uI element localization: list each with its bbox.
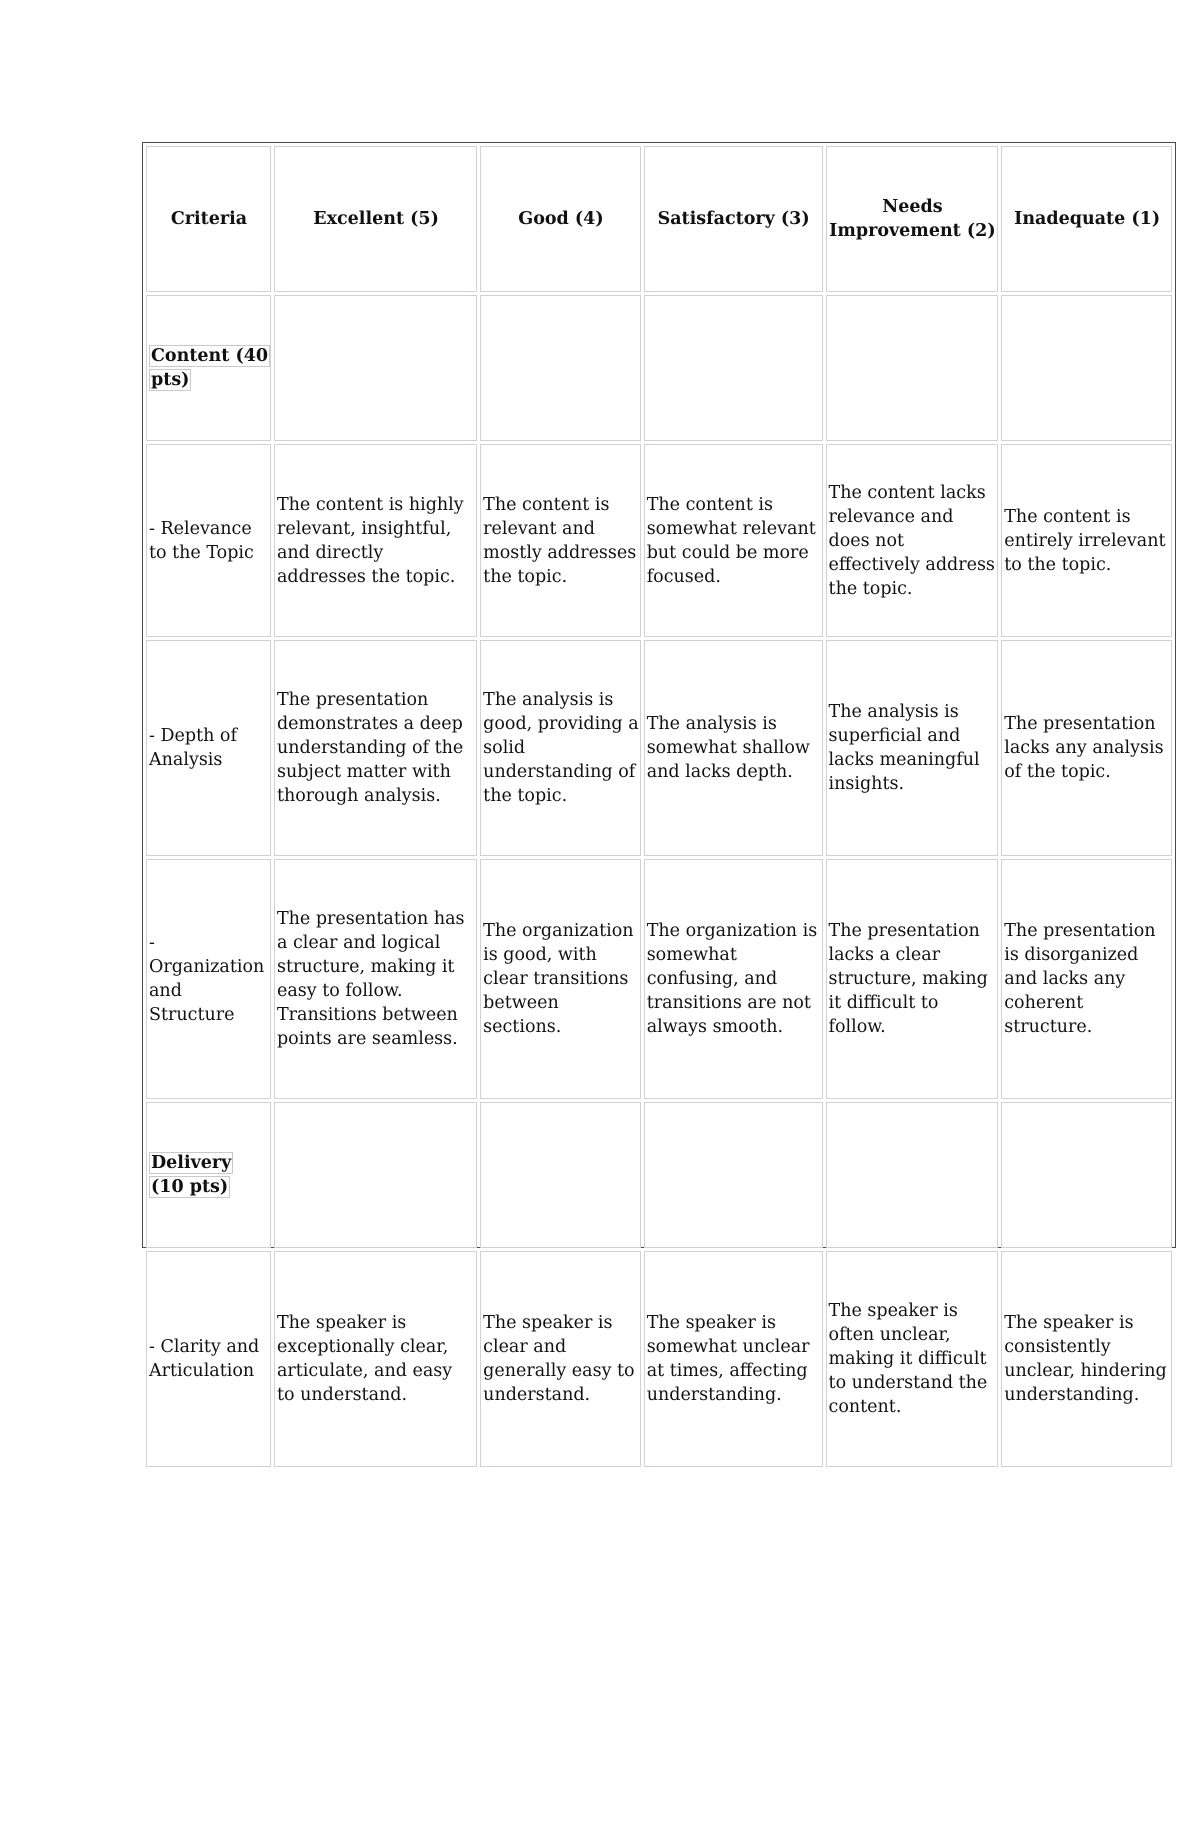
table-row-organization <box>146 859 1172 1099</box>
cell-relevance-excellent: The content is highly relevant, insightful, and directly addresses the topic. <box>274 444 477 637</box>
cell-organization-needs-improvement: The presentation lacks a clear structure, making it difficult to follow. <box>826 859 999 1099</box>
header-row <box>146 146 1172 292</box>
cell-depth-satisfactory: The analysis is somewhat shallow and lacks depth. <box>644 640 823 856</box>
cell-clarity-inadequate: The speaker is consistently unclear, hindering understanding. <box>1001 1251 1172 1467</box>
empty-cell <box>1001 1102 1172 1248</box>
section-label-delivery: Delivery (10 pts) <box>151 1153 232 1197</box>
header-criteria: Criteria <box>146 146 271 292</box>
section-row-content <box>146 295 1172 441</box>
cell-depth-excellent: The presentation demonstrates a deep understanding of the subject matter with thorough analysis. <box>274 640 477 856</box>
section-cell-delivery <box>146 1102 271 1248</box>
header-excellent: Excellent (5) <box>274 146 477 292</box>
section-row-delivery <box>146 1102 1172 1248</box>
empty-cell <box>644 1102 823 1248</box>
section-cell-content <box>146 295 271 441</box>
empty-cell <box>480 1102 641 1248</box>
cell-relevance-good: The content is relevant and mostly addresses the topic. <box>480 444 641 637</box>
rubric-table <box>143 143 1175 1470</box>
header-satisfactory: Satisfactory (3) <box>644 146 823 292</box>
empty-cell <box>1001 295 1172 441</box>
cell-organization-satisfactory: The organization is somewhat confusing, and transitions are not always smooth. <box>644 859 823 1099</box>
empty-cell <box>480 295 641 441</box>
cell-clarity-satisfactory: The speaker is somewhat unclear at times, affecting understanding. <box>644 1251 823 1467</box>
cell-relevance-inadequate: The content is entirely irrelevant to the topic. <box>1001 444 1172 637</box>
criterion-depth: - Depth of Analysis <box>146 640 271 856</box>
header-inadequate: Inadequate (1) <box>1001 146 1172 292</box>
header-good: Good (4) <box>480 146 641 292</box>
criterion-relevance: - Relevance to the Topic <box>146 444 271 637</box>
cell-organization-good: The organization is good, with clear transitions between sections. <box>480 859 641 1099</box>
table-row-depth <box>146 640 1172 856</box>
criterion-clarity: - Clarity and Articulation <box>146 1251 271 1467</box>
cell-clarity-excellent: The speaker is exceptionally clear, articulate, and easy to understand. <box>274 1251 477 1467</box>
empty-cell <box>826 1102 999 1248</box>
cell-relevance-needs-improvement: The content lacks relevance and does not effectively address the topic. <box>826 444 999 637</box>
cell-clarity-good: The speaker is clear and generally easy to understand. <box>480 1251 641 1467</box>
rubric-table-frame <box>142 142 1176 1417</box>
criterion-organization: - Organization and Structure <box>146 859 271 1099</box>
cell-organization-inadequate: The presentation is disorganized and lacks any coherent structure. <box>1001 859 1172 1099</box>
empty-cell <box>274 295 477 441</box>
empty-cell <box>274 1102 477 1248</box>
table-row-relevance <box>146 444 1172 637</box>
section-label-content: Content (40 pts) <box>151 346 269 390</box>
cell-organization-excellent: The presentation has a clear and logical structure, making it easy to follow. Transitions between points are seamless. <box>274 859 477 1099</box>
cell-clarity-needs-improvement: The speaker is often unclear, making it difficult to understand the content. <box>826 1251 999 1467</box>
table-row-clarity <box>146 1251 1172 1467</box>
empty-cell <box>826 295 999 441</box>
empty-cell <box>644 295 823 441</box>
cell-depth-good: The analysis is good, providing a solid understanding of the topic. <box>480 640 641 856</box>
cell-depth-needs-improvement: The analysis is superficial and lacks meaningful insights. <box>826 640 999 856</box>
cell-relevance-satisfactory: The content is somewhat relevant but could be more focused. <box>644 444 823 637</box>
header-needs-improvement: Needs Improvement (2) <box>826 146 999 292</box>
cell-depth-inadequate: The presentation lacks any analysis of the topic. <box>1001 640 1172 856</box>
